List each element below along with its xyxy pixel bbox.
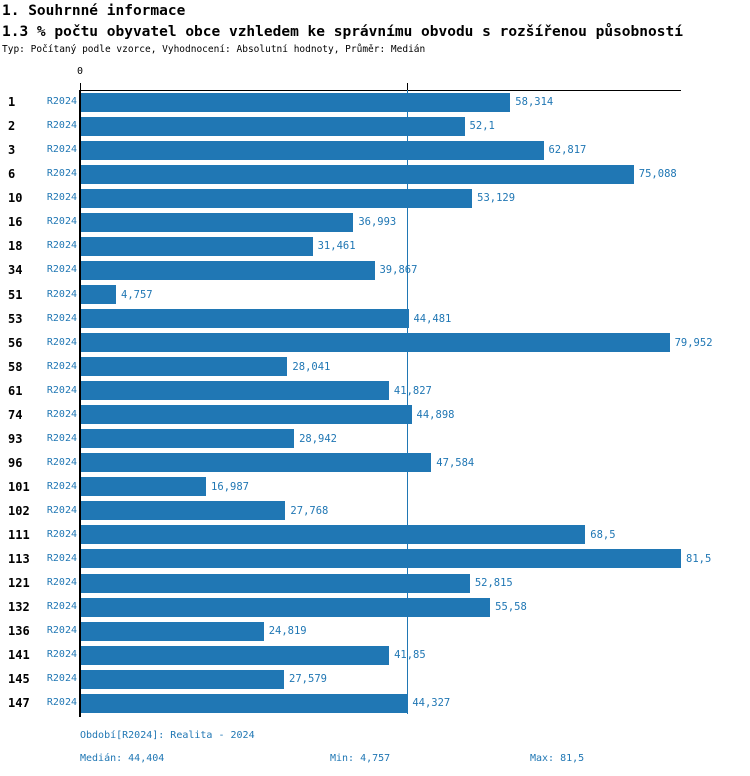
chart-row — [0, 379, 750, 403]
chart-row — [0, 499, 750, 523]
chart-meta-line: Typ: Počítaný podle vzorce, Vyhodnocení: Absolutní hodnoty, Průměr: Medián — [2, 44, 426, 55]
bar — [81, 237, 313, 256]
row-category-label: 147 — [8, 696, 30, 711]
bar — [81, 646, 389, 665]
bar — [81, 429, 294, 448]
row-series-label: R2024 — [46, 120, 77, 132]
row-series-label: R2024 — [46, 216, 77, 228]
row-series-label: R2024 — [46, 480, 77, 492]
bar — [81, 549, 681, 568]
row-series-label: R2024 — [46, 697, 77, 709]
footer-median-label: Medián: 44,404 — [80, 753, 165, 764]
bar-value-label: 53,129 — [477, 192, 516, 205]
row-series-label: R2024 — [46, 552, 77, 564]
chart-row — [0, 90, 750, 114]
row-category-label: 111 — [8, 527, 30, 542]
bar — [81, 165, 634, 184]
chart-row — [0, 667, 750, 691]
row-category-label: 10 — [8, 191, 23, 206]
bar — [81, 309, 409, 328]
row-category-label: 1 — [8, 95, 16, 110]
row-category-label: 61 — [8, 383, 23, 398]
row-category-label: 145 — [8, 672, 30, 687]
row-category-label: 3 — [8, 143, 16, 158]
row-series-label: R2024 — [46, 192, 77, 204]
bar-value-label: 52,1 — [469, 120, 495, 133]
bar — [81, 333, 670, 352]
row-series-label: R2024 — [46, 504, 77, 516]
footer-min-label: Min: 4,757 — [330, 753, 391, 764]
row-category-label: 121 — [8, 576, 30, 590]
chart-row — [0, 571, 750, 595]
bar-value-label: 47,584 — [436, 456, 475, 469]
bar-value-label: 24,819 — [268, 625, 307, 638]
bar-value-label: 41,827 — [393, 384, 432, 397]
bar — [81, 670, 284, 689]
bar — [81, 598, 490, 617]
bar — [81, 381, 389, 400]
bar-value-label: 16,987 — [211, 480, 249, 493]
row-series-label: R2024 — [46, 144, 77, 156]
bar — [81, 93, 510, 112]
chart-row — [0, 162, 750, 186]
bar — [81, 189, 472, 208]
bar — [81, 141, 544, 160]
bar-value-label: 41,85 — [394, 649, 426, 662]
bar — [81, 525, 585, 544]
bar — [81, 477, 206, 496]
chart-row — [0, 547, 750, 571]
row-category-label: 56 — [8, 335, 23, 350]
chart-row — [0, 234, 750, 258]
bar-value-label: 62,817 — [548, 144, 587, 157]
row-category-label: 93 — [8, 431, 23, 446]
row-series-label: R2024 — [46, 673, 77, 685]
row-series-label: R2024 — [46, 168, 77, 180]
bar-value-label: 28,942 — [299, 432, 337, 445]
chart-row — [0, 138, 750, 162]
row-category-label: 136 — [8, 624, 30, 639]
x-axis-median-tick — [407, 83, 408, 90]
bar-value-label: 28,041 — [292, 360, 331, 373]
row-series-label: R2024 — [46, 601, 77, 613]
row-series-label: R2024 — [46, 384, 77, 396]
bar-value-label: 27,579 — [289, 673, 327, 686]
row-category-label: 53 — [8, 311, 23, 326]
bar — [81, 357, 287, 376]
row-series-label: R2024 — [46, 432, 77, 444]
bar — [81, 117, 465, 136]
row-category-label: 51 — [8, 287, 23, 302]
bar-value-label: 55,58 — [495, 601, 527, 614]
bar-value-label: 75,088 — [638, 168, 677, 181]
row-category-label: 58 — [8, 359, 23, 374]
row-series-label: R2024 — [46, 288, 77, 300]
bar — [81, 285, 116, 304]
row-series-label: R2024 — [46, 456, 77, 468]
row-series-label: R2024 — [46, 312, 77, 324]
row-series-label: R2024 — [46, 264, 77, 276]
chart-row — [0, 114, 750, 138]
bar-value-label: 36,993 — [358, 216, 397, 229]
chart-row — [0, 523, 750, 547]
row-category-label: 6 — [8, 167, 16, 182]
section-title: 1. Souhrnné informace — [2, 3, 186, 19]
chart-row — [0, 451, 750, 475]
bar-value-label: 44,898 — [416, 408, 455, 421]
row-category-label: 16 — [8, 215, 23, 230]
row-series-label: R2024 — [46, 336, 77, 348]
footer-period-label: Období[R2024]: Realita - 2024 — [80, 730, 255, 741]
bar-value-label: 31,461 — [317, 240, 356, 253]
bar-value-label: 52,815 — [474, 577, 513, 589]
row-series-label: R2024 — [46, 625, 77, 637]
chart-row — [0, 355, 750, 379]
bar — [81, 261, 375, 280]
row-category-label: 141 — [8, 648, 30, 663]
bar — [81, 405, 412, 424]
chart-row — [0, 643, 750, 667]
row-series-label: R2024 — [46, 240, 77, 252]
row-category-label: 96 — [8, 455, 23, 470]
chart-row — [0, 475, 750, 499]
indicator-title: 1.3 % počtu obyvatel obce vzhledem ke správnímu obvodu s rozšířenou působností — [2, 24, 683, 40]
chart-row — [0, 186, 750, 210]
bar — [81, 213, 353, 232]
row-category-label: 101 — [8, 479, 30, 494]
bar — [81, 622, 264, 641]
bar-value-label: 81,5 — [686, 552, 712, 565]
chart-row — [0, 691, 750, 715]
row-category-label: 18 — [8, 239, 23, 254]
row-category-label: 74 — [8, 407, 23, 422]
chart-row — [0, 403, 750, 427]
x-axis-zero-tick — [80, 83, 81, 90]
row-series-label: R2024 — [46, 528, 77, 540]
row-series-label: R2024 — [46, 408, 77, 420]
bar-value-label: 58,314 — [515, 96, 554, 109]
x-axis-zero-label: 0 — [76, 66, 84, 77]
row-series-label: R2024 — [46, 360, 77, 372]
bar-value-label: 4,757 — [121, 288, 153, 301]
row-series-label: R2024 — [46, 96, 77, 108]
row-category-label: 102 — [8, 503, 30, 518]
chart-row — [0, 619, 750, 643]
row-category-label: 34 — [8, 263, 23, 278]
bar-value-label: 44,327 — [412, 697, 451, 710]
bar-value-label: 27,768 — [290, 504, 329, 517]
chart-row — [0, 283, 750, 307]
row-series-label: R2024 — [46, 649, 77, 661]
bar-value-label: 39,867 — [379, 264, 418, 277]
chart-row — [0, 427, 750, 451]
row-category-label: 2 — [8, 119, 16, 134]
chart-row — [0, 307, 750, 331]
row-category-label: 113 — [8, 551, 30, 566]
footer-max-label: Max: 81,5 — [530, 753, 585, 764]
bar — [81, 453, 431, 472]
chart-row — [0, 331, 750, 355]
chart-row — [0, 258, 750, 282]
chart-row — [0, 210, 750, 234]
bar-value-label: 44,481 — [413, 312, 452, 325]
bar-value-label: 68,5 — [590, 528, 616, 541]
row-category-label: 132 — [8, 600, 30, 615]
bar-value-label: 79,952 — [674, 336, 713, 349]
bar — [81, 574, 470, 593]
bar — [81, 694, 407, 713]
chart-row — [0, 595, 750, 619]
row-series-label: R2024 — [46, 577, 77, 588]
bar — [81, 501, 285, 520]
